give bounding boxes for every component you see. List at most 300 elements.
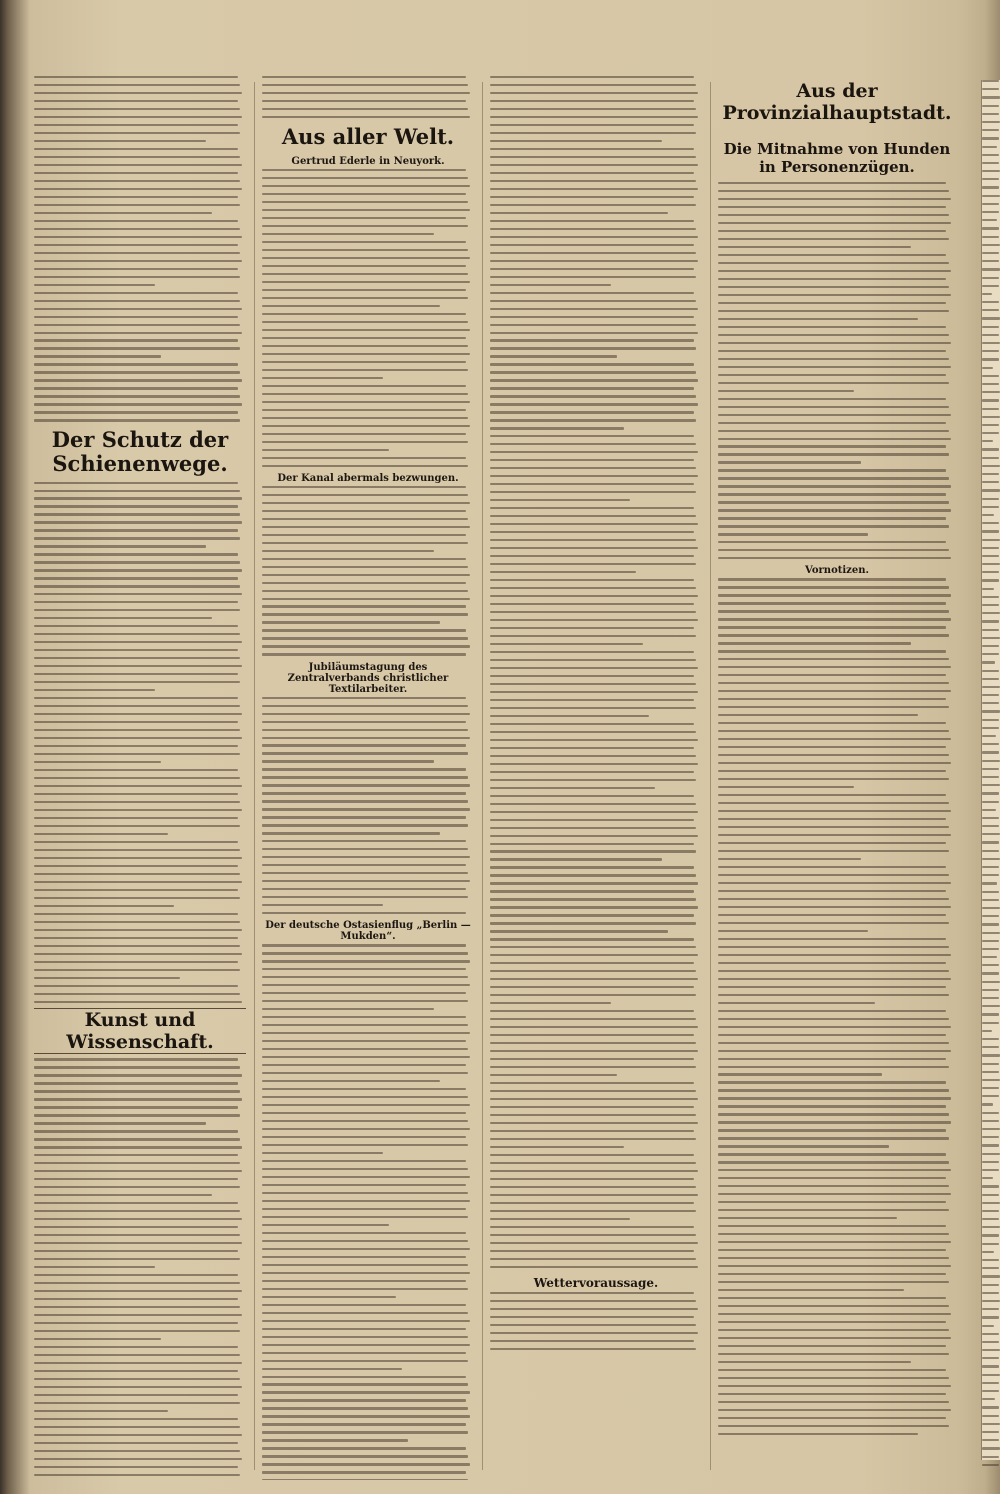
text-line xyxy=(490,659,696,661)
article-text-block xyxy=(262,697,474,915)
text-line xyxy=(718,453,949,455)
text-line xyxy=(262,1407,468,1409)
text-line xyxy=(262,1399,466,1401)
text-line xyxy=(34,977,180,979)
text-line xyxy=(982,817,999,819)
text-line xyxy=(718,1217,897,1219)
text-line xyxy=(34,1138,240,1140)
text-line xyxy=(490,938,694,940)
text-line xyxy=(262,1240,468,1242)
text-line xyxy=(718,970,949,972)
text-line xyxy=(490,236,698,238)
text-line xyxy=(34,553,238,555)
text-line xyxy=(982,416,1000,418)
text-line xyxy=(982,473,999,475)
text-line xyxy=(982,268,1000,270)
text-line xyxy=(982,1210,999,1212)
text-line xyxy=(34,1314,242,1316)
text-line xyxy=(490,611,696,613)
text-line xyxy=(262,401,470,403)
text-line xyxy=(262,1112,466,1114)
text-line xyxy=(982,448,999,450)
text-line xyxy=(490,196,694,198)
text-line xyxy=(34,1170,242,1172)
text-line xyxy=(34,1250,238,1252)
text-line xyxy=(718,1050,951,1052)
text-line xyxy=(262,1455,468,1457)
text-line xyxy=(982,1063,999,1065)
text-line xyxy=(718,541,946,543)
text-line xyxy=(490,347,696,349)
text-line xyxy=(34,204,240,206)
text-line xyxy=(34,1194,212,1196)
text-line xyxy=(34,148,238,150)
text-line xyxy=(34,1090,240,1092)
text-line xyxy=(718,1026,951,1028)
article-text-block xyxy=(718,578,956,1435)
text-line xyxy=(490,1210,696,1212)
text-line xyxy=(262,265,466,267)
text-line xyxy=(34,100,238,102)
text-line xyxy=(718,1417,946,1419)
text-line xyxy=(34,1338,161,1340)
text-line xyxy=(262,912,466,914)
text-line xyxy=(982,866,999,868)
text-line xyxy=(262,816,466,818)
text-line xyxy=(982,1316,999,1318)
text-line xyxy=(982,1333,999,1335)
text-line xyxy=(34,332,242,334)
text-line xyxy=(718,594,951,596)
text-line xyxy=(34,395,240,397)
text-line xyxy=(262,752,468,754)
text-line xyxy=(718,954,951,956)
text-line xyxy=(490,675,694,677)
text-line xyxy=(982,105,999,107)
text-line xyxy=(34,1330,240,1332)
text-line xyxy=(490,1292,694,1294)
text-line xyxy=(34,609,240,611)
column-2 xyxy=(262,76,474,1480)
text-line xyxy=(490,363,694,365)
text-line xyxy=(718,746,946,748)
text-line xyxy=(34,881,242,883)
text-line xyxy=(490,803,696,805)
text-line xyxy=(982,809,996,811)
text-line xyxy=(34,1202,238,1204)
text-line xyxy=(718,1361,911,1363)
text-line xyxy=(982,719,999,721)
text-line xyxy=(262,1032,470,1034)
text-line xyxy=(34,1274,238,1276)
text-line xyxy=(490,835,698,837)
text-line xyxy=(262,76,466,78)
text-line xyxy=(262,457,466,459)
text-line xyxy=(718,658,949,660)
text-line xyxy=(490,547,698,549)
text-line xyxy=(490,763,698,765)
text-line xyxy=(262,582,466,584)
text-line xyxy=(490,683,696,685)
text-line xyxy=(718,818,946,820)
text-line xyxy=(262,433,466,435)
text-line xyxy=(490,866,694,868)
text-line xyxy=(490,140,662,142)
text-line xyxy=(262,1360,468,1362)
text-line xyxy=(262,313,466,315)
text-line xyxy=(262,1008,434,1010)
text-line xyxy=(982,1390,999,1392)
text-line xyxy=(718,190,949,192)
text-line xyxy=(982,457,999,459)
text-line xyxy=(982,1005,1000,1007)
text-line xyxy=(34,1346,238,1348)
text-line xyxy=(262,225,468,227)
subheading-textilarbeiter: Jubiläumstagung des Zentralverbands christlicher Textilarbeiter. xyxy=(287,661,449,695)
text-line xyxy=(718,930,868,932)
text-line xyxy=(982,964,999,966)
headline-aus-aller-welt: Aus aller Welt. xyxy=(281,124,455,150)
text-line xyxy=(34,1186,240,1188)
text-line xyxy=(718,445,946,447)
text-line xyxy=(982,506,999,508)
subheading-ostasienflug: Der deutsche Ostasienflug „Berlin — Mukden“. xyxy=(265,920,471,943)
text-line xyxy=(262,321,468,323)
article-text-block xyxy=(262,486,474,656)
article-text-block xyxy=(490,76,702,1268)
text-line xyxy=(982,596,999,598)
text-line xyxy=(34,689,155,691)
text-line xyxy=(34,292,238,294)
text-line xyxy=(982,956,997,958)
text-line xyxy=(718,318,918,320)
text-line xyxy=(34,745,238,747)
text-line xyxy=(982,1169,999,1171)
text-line xyxy=(490,244,694,246)
text-line xyxy=(982,293,992,295)
text-line xyxy=(262,1272,470,1274)
text-line xyxy=(34,316,238,318)
text-line xyxy=(982,1325,994,1327)
text-line xyxy=(490,755,696,757)
text-line xyxy=(718,238,949,240)
text-line xyxy=(982,1177,993,1179)
text-line xyxy=(490,587,696,589)
text-line xyxy=(490,284,611,286)
text-line xyxy=(34,1098,242,1100)
text-line xyxy=(982,948,999,950)
text-line xyxy=(982,989,999,991)
text-line xyxy=(982,178,999,180)
text-line xyxy=(34,641,242,643)
text-line xyxy=(982,399,999,401)
text-line xyxy=(490,483,694,485)
text-line xyxy=(490,930,668,932)
text-line xyxy=(490,603,694,605)
text-line xyxy=(718,286,949,288)
text-line xyxy=(262,305,440,307)
text-line xyxy=(718,509,951,511)
text-line xyxy=(982,1349,1000,1351)
text-line xyxy=(490,1114,696,1116)
text-line xyxy=(718,698,946,700)
text-line xyxy=(262,116,470,118)
text-line xyxy=(262,393,468,395)
text-line xyxy=(34,252,240,254)
text-line xyxy=(262,776,468,778)
text-line xyxy=(34,1001,242,1003)
text-line xyxy=(982,113,999,115)
text-line xyxy=(718,461,861,463)
text-line xyxy=(718,682,949,684)
text-line xyxy=(718,1018,949,1020)
text-line xyxy=(262,494,468,496)
text-line xyxy=(262,1176,470,1178)
text-line xyxy=(982,604,999,606)
text-line xyxy=(982,277,999,279)
text-line xyxy=(718,914,946,916)
text-line xyxy=(262,744,466,746)
text-line xyxy=(490,108,696,110)
text-line xyxy=(490,467,696,469)
text-line xyxy=(490,228,696,230)
text-line xyxy=(718,946,949,948)
text-line xyxy=(34,753,240,755)
text-line xyxy=(34,1154,238,1156)
text-line xyxy=(262,721,466,723)
text-line xyxy=(262,1192,468,1194)
text-line xyxy=(982,1382,999,1384)
text-line xyxy=(262,1024,468,1026)
text-line xyxy=(490,332,698,334)
text-line xyxy=(982,743,999,745)
text-line xyxy=(718,994,949,996)
text-line xyxy=(262,824,468,826)
text-line xyxy=(718,762,951,764)
text-line xyxy=(982,1447,1000,1449)
text-line xyxy=(262,297,468,299)
text-line xyxy=(262,1040,466,1042)
text-line xyxy=(718,1177,946,1179)
text-line xyxy=(262,209,470,211)
text-line xyxy=(982,121,1000,123)
text-line xyxy=(490,292,694,294)
text-line xyxy=(262,1312,468,1314)
article-text-block xyxy=(490,1292,702,1350)
text-line xyxy=(34,1242,242,1244)
text-line xyxy=(982,841,999,843)
text-line xyxy=(718,1105,946,1107)
text-line xyxy=(262,486,466,488)
text-line xyxy=(262,1072,468,1074)
text-line xyxy=(718,501,949,503)
text-line xyxy=(982,252,999,254)
text-line xyxy=(982,874,999,876)
text-line xyxy=(490,499,630,501)
text-line xyxy=(262,1336,468,1338)
text-line xyxy=(34,1442,238,1444)
text-line xyxy=(262,1208,466,1210)
text-line xyxy=(34,1082,238,1084)
text-line xyxy=(34,387,238,389)
text-line xyxy=(982,768,999,770)
text-line xyxy=(718,906,951,908)
text-line xyxy=(982,579,999,581)
text-line xyxy=(34,188,242,190)
text-line xyxy=(982,203,999,205)
text-line xyxy=(718,722,946,724)
text-line xyxy=(982,940,999,942)
text-line xyxy=(262,385,466,387)
text-line xyxy=(262,369,468,371)
text-line xyxy=(718,302,946,304)
text-line xyxy=(34,993,240,995)
text-line xyxy=(34,961,238,963)
text-line xyxy=(34,1218,242,1220)
text-line xyxy=(34,164,242,166)
text-line xyxy=(982,555,999,557)
text-line xyxy=(982,661,995,663)
text-line xyxy=(982,1046,999,1048)
text-line xyxy=(982,1341,999,1343)
text-line xyxy=(718,1161,949,1163)
text-line xyxy=(490,339,694,341)
text-line xyxy=(34,1298,238,1300)
text-line xyxy=(34,124,238,126)
text-line xyxy=(490,1034,694,1036)
text-line xyxy=(262,1216,468,1218)
text-line xyxy=(718,738,951,740)
text-line xyxy=(262,1248,470,1250)
text-line xyxy=(34,657,240,659)
text-line xyxy=(982,96,1000,98)
text-line xyxy=(490,300,696,302)
text-line xyxy=(262,566,468,568)
text-line xyxy=(490,1218,630,1220)
text-line xyxy=(34,873,240,875)
text-line xyxy=(982,1079,1000,1081)
text-line xyxy=(34,1386,242,1388)
article-text-block xyxy=(718,182,956,559)
text-line xyxy=(262,729,468,731)
text-line xyxy=(718,1233,949,1235)
text-line xyxy=(34,649,238,651)
text-line xyxy=(490,1082,694,1084)
text-line xyxy=(34,521,242,523)
text-line xyxy=(34,577,238,579)
text-line xyxy=(34,625,238,627)
text-line xyxy=(490,451,698,453)
text-line xyxy=(490,156,696,158)
text-line xyxy=(490,379,698,381)
text-line xyxy=(34,1434,242,1436)
text-line xyxy=(718,1385,951,1387)
text-line xyxy=(718,938,946,940)
text-line xyxy=(982,776,999,778)
text-line xyxy=(490,1348,696,1350)
text-line xyxy=(34,228,240,230)
text-line xyxy=(718,962,946,964)
text-line xyxy=(718,485,951,487)
text-line xyxy=(982,1456,999,1458)
text-line xyxy=(262,1120,468,1122)
text-line xyxy=(982,1218,999,1220)
text-line xyxy=(34,673,238,675)
text-line xyxy=(490,1194,698,1196)
text-line xyxy=(718,493,946,495)
text-line xyxy=(982,1423,1000,1425)
text-line xyxy=(982,645,999,647)
text-line xyxy=(718,1297,946,1299)
column-divider xyxy=(254,82,255,1470)
text-line xyxy=(718,706,949,708)
text-line xyxy=(490,1010,694,1012)
headline-schienenwege: Der Schutz der Schienenwege. xyxy=(51,426,229,476)
text-line xyxy=(262,705,468,707)
text-line xyxy=(34,1066,240,1068)
text-line xyxy=(262,1168,468,1170)
text-line xyxy=(982,1112,999,1114)
text-line xyxy=(262,92,470,94)
text-line xyxy=(262,417,468,419)
text-line xyxy=(718,326,946,328)
text-line xyxy=(718,1321,946,1323)
text-line xyxy=(262,353,470,355)
text-line xyxy=(262,598,470,600)
text-line xyxy=(982,1398,995,1400)
text-line xyxy=(718,1329,949,1331)
text-line xyxy=(982,1202,1000,1204)
text-line xyxy=(34,801,240,803)
text-line xyxy=(34,833,168,835)
subheading-ederle: Gertrud Ederle in Neuyork. xyxy=(291,156,445,168)
text-line xyxy=(34,363,238,365)
text-line xyxy=(34,1402,240,1404)
text-line xyxy=(262,808,470,810)
text-line xyxy=(34,108,240,110)
text-line xyxy=(262,377,383,379)
text-line xyxy=(718,674,946,676)
text-line xyxy=(262,792,466,794)
text-line xyxy=(490,212,668,214)
text-line xyxy=(34,865,238,867)
text-line xyxy=(718,882,951,884)
text-line xyxy=(34,1234,240,1236)
text-line xyxy=(34,889,238,891)
text-line xyxy=(490,355,617,357)
text-line xyxy=(490,395,696,397)
text-line xyxy=(718,230,946,232)
text-line xyxy=(262,1000,468,1002)
text-line xyxy=(490,898,696,900)
text-line xyxy=(34,1130,238,1132)
text-line xyxy=(490,986,694,988)
text-line xyxy=(490,188,698,190)
text-line xyxy=(262,1096,468,1098)
text-line xyxy=(982,932,1000,934)
text-line xyxy=(34,841,238,843)
text-line xyxy=(262,1264,468,1266)
text-line xyxy=(490,563,696,565)
text-line xyxy=(34,1146,242,1148)
text-line xyxy=(490,882,698,884)
text-line xyxy=(34,737,242,739)
text-line xyxy=(718,1137,949,1139)
text-line xyxy=(982,784,1000,786)
text-line xyxy=(34,697,238,699)
text-line xyxy=(34,172,238,174)
text-line xyxy=(262,992,466,994)
